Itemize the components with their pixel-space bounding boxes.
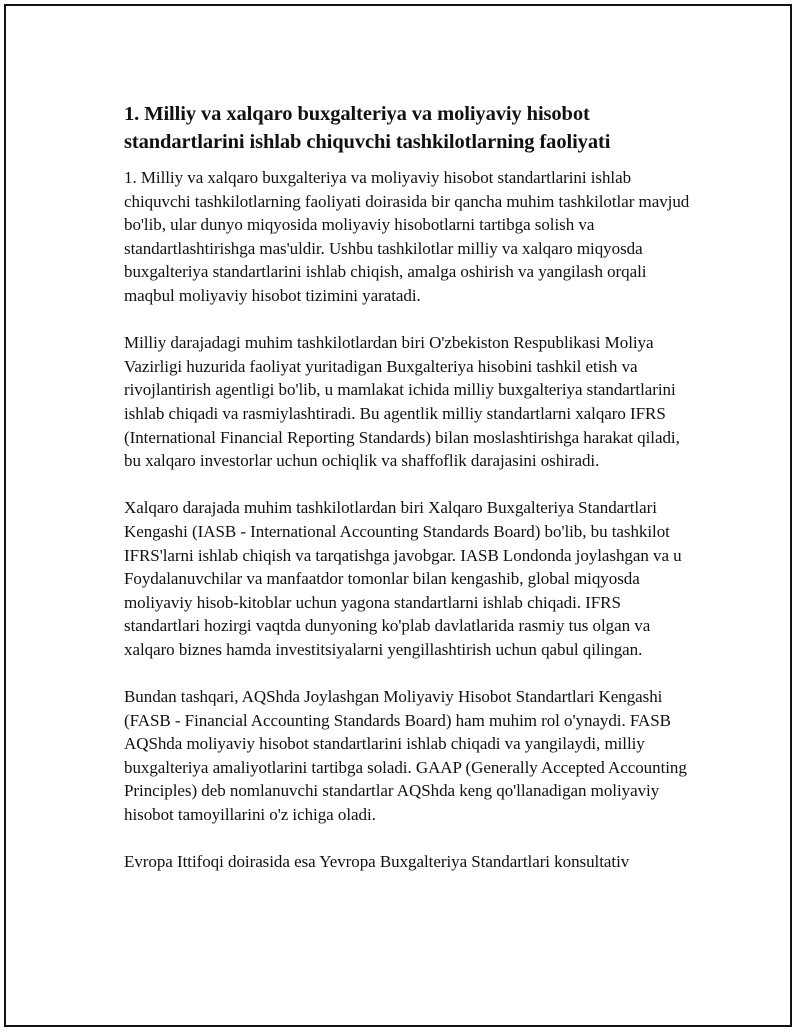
paragraph-4: Bundan tashqari, AQShda Joylashgan Moliyaviy Hisobot Standartlari Kengashi (FASB - Financial Accounting Standards Board) ham muhim rol o'ynaydi. FASB AQShda moliyaviy hisobot standartlarini ishlab chiqadi va yangilaydi, milliy buxgalteriya amaliyotlarini tartibga soladi. GAAP (Generally Accepted Accounting Principles) deb nomlanuvchi standartlar AQShda keng qo'llanadigan moliyaviy hisobot tamoyillarini o'z ichiga oladi. (124, 687, 687, 825)
paragraph-5: Evropa Ittifoqi doirasida esa Yevropa Buxgalteriya Standartlari konsultativ (124, 852, 630, 872)
page-frame (4, 4, 792, 1027)
document-body (124, 100, 694, 874)
paragraph-1: 1. Milliy va xalqaro buxgalteriya va moliyaviy hisobot standartlarini ishlab chiquvchi tashkilotlarning faoliyati doirasida bir qancha muhim tashkilotlar mavjud bo'lib, ular dunyo miqyosida moliyaviy hisobotlarni tartibga solish va standartlashtirishga mas'uldir. Ushbu tashkilotlar milliy va xalqaro miqyosda buxgalteriya standartlarini ishlab chiqish, amalga oshirish va yangilash orqali maqbul moliyaviy hisobot tizimini yaratadi. (124, 168, 690, 305)
section-heading: 1. Milliy va xalqaro buxgalteriya va moliyaviy hisobot standartlarini ishlab chiquvchi tashkilotlarning faoliyati (124, 103, 611, 153)
paragraph-2: Milliy darajadagi muhim tashkilotlardan biri O'zbekiston Respublikasi Moliya Vazirligi huzurida faoliyat yuritadigan Buxgalteriya hisobini tashkil etish va rivojlantirish agentligi bo'lib, u mamlakat ichida milliy buxgalteriya standartlarini ishlab chiqadi va rasmiylashtiradi. Bu agentlik milliy standartlarni xalqaro IFRS (International Financial Reporting Standards) bilan moslashtirishga harakat qiladi, bu xalqaro investorlar uchun ochiqlik va shaffoflik darajasini oshiradi. (124, 333, 680, 471)
paragraph-3: Xalqaro darajada muhim tashkilotlardan biri Xalqaro Buxgalteriya Standartlari Kengashi (IASB - International Accounting Standards Board) bo'lib, bu tashkilot IFRS'larni ishlab chiqish va tarqatishga javobgar. IASB Londonda joylashgan va u Foydalanuvchilar va manfaatdor tomonlar bilan kengashib, global miqyosda moliyaviy hisob-kitoblar uchun yagona standartlarni ishlab chiqadi. IFRS standartlari hozirgi vaqtda dunyoning ko'plab davlatlarida rasmiy tus olgan va xalqaro biznes hamda investitsiyalarni yengillashtirish uchun qabul qilingan. (124, 498, 682, 659)
